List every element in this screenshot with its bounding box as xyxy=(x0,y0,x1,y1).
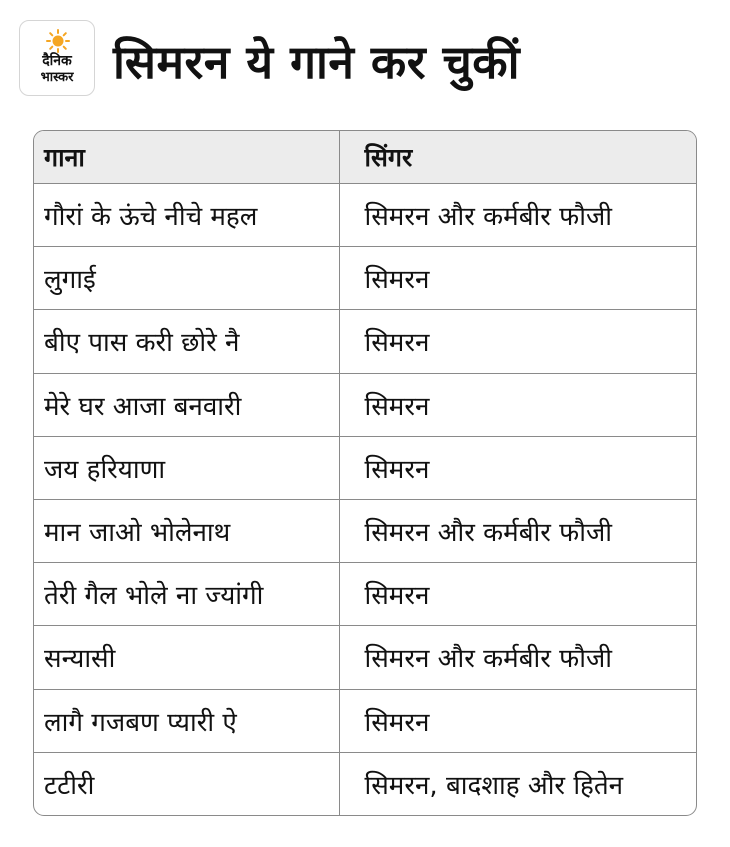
dainik-bhaskar-logo xyxy=(19,20,95,96)
song-cell: जय हरियाणा xyxy=(34,436,339,499)
header-singer: सिंगर xyxy=(339,131,696,184)
songs-table xyxy=(33,130,697,816)
song-cell: टटीरी xyxy=(34,752,339,815)
table-row xyxy=(34,563,696,626)
table-row xyxy=(34,247,696,310)
song-cell: लागै गजबण प्यारी ऐ xyxy=(34,689,339,752)
sun-icon xyxy=(46,29,70,53)
table-row xyxy=(34,499,696,562)
header-song: गाना xyxy=(34,131,339,184)
table-row xyxy=(34,373,696,436)
table-row xyxy=(34,689,696,752)
singer-cell: सिमरन xyxy=(339,689,696,752)
logo-text-line1: दैनिक xyxy=(42,53,72,69)
song-cell: लुगाई xyxy=(34,247,339,310)
song-cell: गौरां के ऊंचे नीचे महल xyxy=(34,184,339,247)
singer-cell: सिमरन xyxy=(339,247,696,310)
table-row xyxy=(34,626,696,689)
table-row xyxy=(34,310,696,373)
singer-cell: सिमरन और कर्मबीर फौजी xyxy=(339,184,696,247)
song-cell: मान जाओ भोलेनाथ xyxy=(34,499,339,562)
singer-cell: सिमरन xyxy=(339,436,696,499)
singer-cell: सिमरन xyxy=(339,563,696,626)
table-row xyxy=(34,752,696,815)
logo-text-line2: भास्कर xyxy=(40,70,74,85)
singer-cell: सिमरन और कर्मबीर फौजी xyxy=(339,499,696,562)
song-cell: सन्यासी xyxy=(34,626,339,689)
song-cell: तेरी गैल भोले ना ज्यांगी xyxy=(34,563,339,626)
singer-cell: सिमरन xyxy=(339,373,696,436)
table-header-row xyxy=(34,131,696,184)
singer-cell: सिमरन xyxy=(339,310,696,373)
page-title: सिमरन ये गाने कर चुकीं xyxy=(113,35,521,89)
table-row xyxy=(34,184,696,247)
singer-cell: सिमरन, बादशाह और हितेन xyxy=(339,752,696,815)
table-row xyxy=(34,436,696,499)
song-cell: मेरे घर आजा बनवारी xyxy=(34,373,339,436)
song-cell: बीए पास करी छोरे नै xyxy=(34,310,339,373)
singer-cell: सिमरन और कर्मबीर फौजी xyxy=(339,626,696,689)
